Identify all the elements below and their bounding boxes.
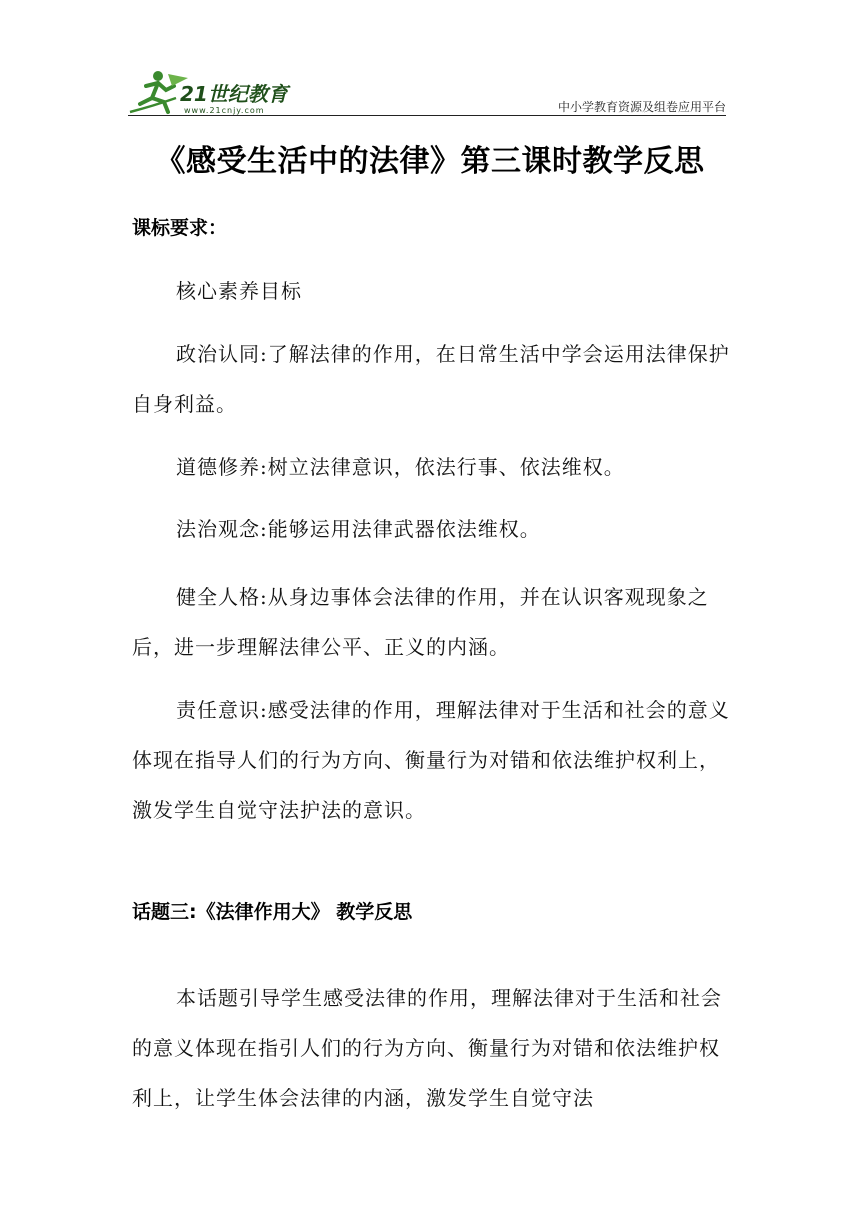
logo-url-text: www.21cnjy.com — [184, 106, 265, 115]
page-header — [128, 64, 726, 118]
section-heading-topic-three: 话题三:《法律作用大》 教学反思 — [132, 901, 413, 923]
paragraph-reflection: 本话题引导学生感受法律的作用，理解法律对于生活和社会的意义体现在指引人们的行为方向、衡量行为对错和依法维护权利上，让学生体会法律的内涵，激发学生自觉守法 — [132, 986, 722, 1110]
paragraph-rule-of-law: 法治观念:能够运用法律武器依法维权。 — [176, 517, 541, 541]
platform-label: 中小学教育资源及组卷应用平台 — [557, 100, 726, 114]
logo-21cnjy — [128, 68, 318, 116]
section-heading-curriculum: 课标要求： — [132, 217, 228, 239]
paragraph-political-identity: 政治认同:了解法律的作用，在日常生活中学会运用法律保护自身利益。 — [132, 342, 730, 416]
paragraph-moral-cultivation: 道德修养:树立法律意识，依法行事、依法维权。 — [176, 455, 625, 479]
svg-text:21世纪教育: 21世纪教育 — [180, 82, 288, 106]
paragraph-responsibility: 责任意识:感受法律的作用，理解法律对于生活和社会的意义体现在指导人们的行为方向、衡量行为对错和依法维护权利上，激发学生自觉守法护法的意识。 — [132, 698, 730, 822]
paragraph-sound-personality: 健全人格:从身边事体会法律的作用，并在认识客观现象之后，进一步理解法律公平、正义的内涵。 — [132, 585, 709, 659]
document-title: 《感受生活中的法律》第三课时教学反思 — [155, 144, 705, 179]
paragraph-core-literacy: 核心素养目标 — [176, 279, 302, 303]
header-divider — [128, 115, 726, 116]
